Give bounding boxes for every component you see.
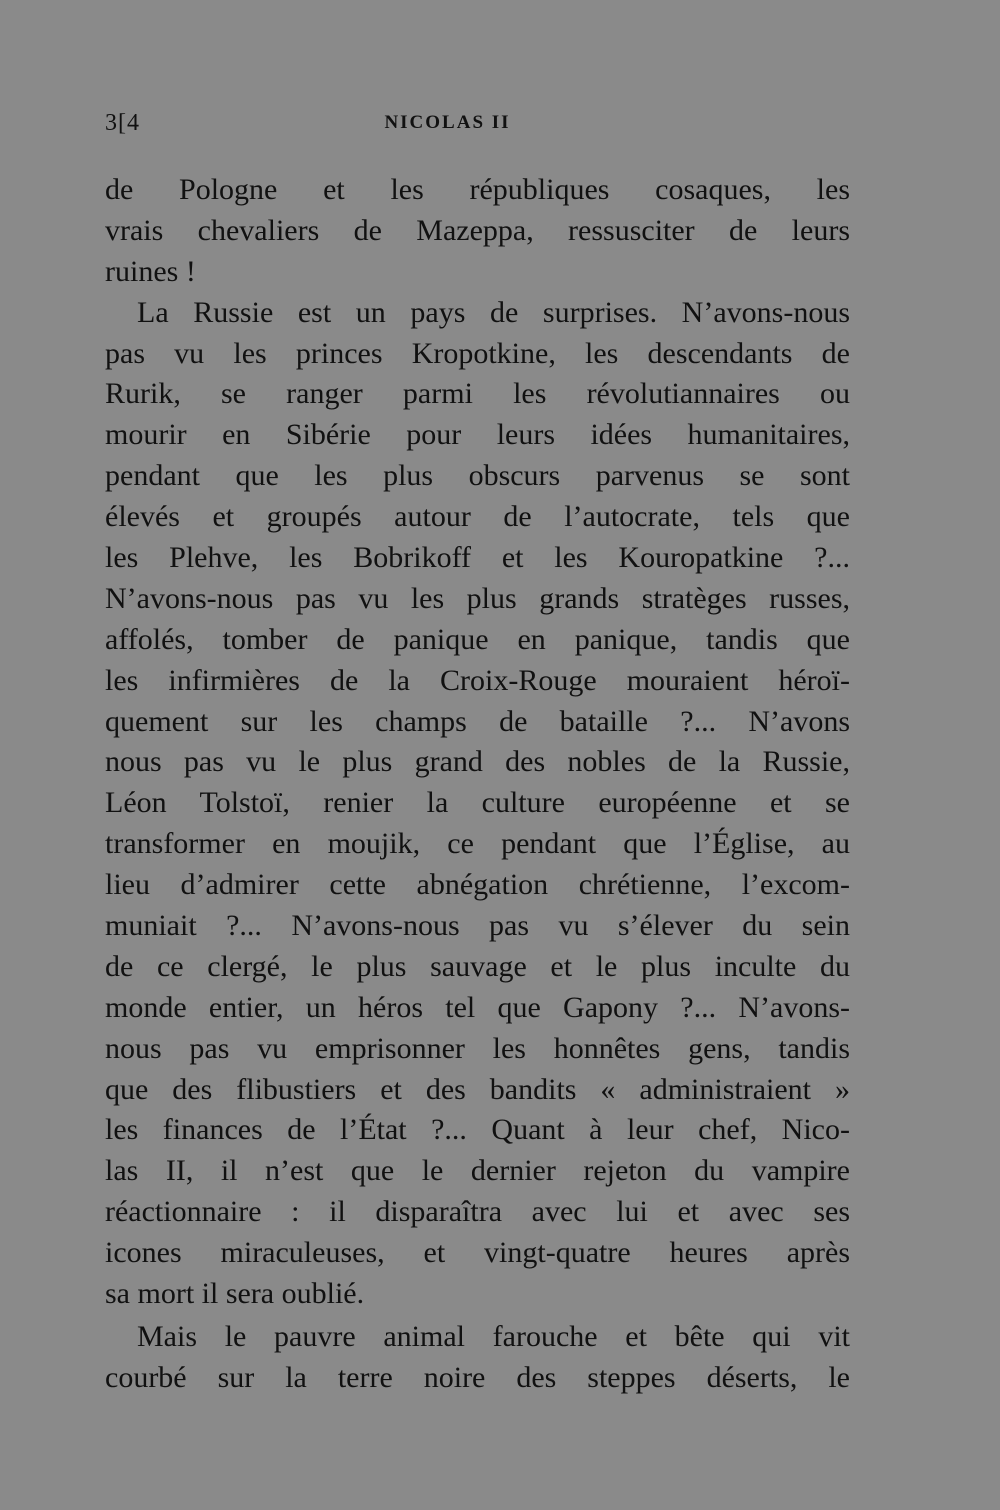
text-line: les Plehve, les Bobrikoff et les Kouropatkine ?...: [105, 541, 850, 575]
text-line: les finances de l’État ?... Quant à leur chef, Nico-: [105, 1113, 850, 1147]
text-line: élevés et groupés autour de l’autocrate, tels que: [105, 500, 850, 534]
text-line: ruines !: [105, 254, 196, 288]
text-line: nous pas vu emprisonner les honnêtes gens, tandis: [105, 1031, 850, 1065]
running-head: [105, 110, 850, 140]
paragraph: [105, 293, 850, 1315]
text-line: vrais chevaliers de Mazeppa, ressusciter de leurs: [105, 213, 850, 247]
text-line: sa mort il sera oublié.: [105, 1277, 365, 1311]
text-line: transformer en moujik, ce pendant que l’Église, au: [105, 827, 850, 861]
text-line: icones miraculeuses, et vingt-quatre heures après: [105, 1236, 850, 1270]
text-line: Rurik, se ranger parmi les révolutiannaires ou: [105, 377, 850, 411]
page-number: 3[4: [105, 110, 140, 136]
text-line: muniait ?... N’avons-nous pas vu s’élever du sein: [105, 909, 850, 943]
text-line: réactionnaire : il disparaîtra avec lui et avec ses: [105, 1195, 850, 1229]
text-line: N’avons-nous pas vu les plus grands stratèges russes,: [105, 581, 850, 615]
paragraph: [105, 1317, 850, 1399]
text-line: monde entier, un héros tel que Gapony ?... N’avons-: [105, 990, 850, 1024]
text-line: quement sur les champs de bataille ?... N’avons: [105, 704, 850, 738]
text-line: Léon Tolstoï, renier la culture européenne et se: [105, 786, 850, 820]
text-line: nous pas vu le plus grand des nobles de la Russie,: [105, 745, 850, 779]
text-line: pendant que les plus obscurs parvenus se sont: [105, 459, 850, 493]
text-line: de ce clergé, le plus sauvage et le plus inculte du: [105, 949, 850, 983]
text-line: lieu d’admirer cette abnégation chrétienne, l’excom-: [105, 868, 850, 902]
text-line: La Russie est un pays de surprises. N’avons-nous: [137, 295, 850, 329]
text-line: Mais le pauvre animal farouche et bête qui vit: [137, 1319, 850, 1353]
text-line: courbé sur la terre noire des steppes déserts, le: [105, 1360, 850, 1394]
body-text: [105, 170, 850, 1399]
text-line: que des flibustiers et des bandits « administraient »: [105, 1072, 850, 1106]
text-line: mourir en Sibérie pour leurs idées humanitaires,: [105, 418, 850, 452]
text-line: las II, il n’est que le dernier rejeton du vampire: [105, 1154, 850, 1188]
text-line: affolés, tomber de panique en panique, tandis que: [105, 622, 850, 656]
running-title: NICOLAS II: [384, 112, 511, 133]
paragraph: [105, 170, 850, 293]
text-line: pas vu les princes Kropotkine, les descendants de: [105, 336, 850, 370]
text-line: les infirmières de la Croix-Rouge mouraient héroï-: [105, 663, 850, 697]
text-line: de Pologne et les républiques cosaques, les: [105, 173, 850, 206]
